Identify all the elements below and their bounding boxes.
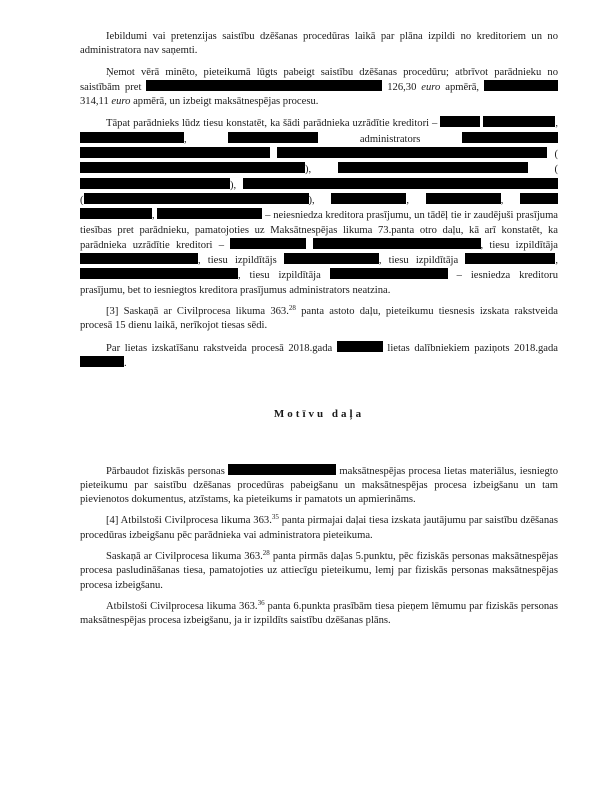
redaction — [80, 147, 270, 158]
redaction — [426, 193, 501, 204]
redaction — [228, 132, 318, 143]
redaction — [80, 356, 124, 367]
redaction — [284, 253, 379, 264]
redaction — [465, 253, 555, 264]
redaction — [337, 341, 383, 352]
redaction — [84, 193, 309, 204]
redaction — [338, 162, 528, 173]
paragraph-article-35: [4] Atbilstoši Civilprocesa likuma 363.35 panta pirmajai daļai tiesa izskata jautājumu par saistību dzēšanas procedūras izbeigšanu pēc parādnieka vai administratora pieteikuma. — [80, 513, 558, 541]
redaction — [277, 147, 547, 158]
paragraph-article-36: Atbilstoši Civilprocesa likuma 363.36 panta 6.punkta prasībām tiesa pieņem lēmumu par fiziskās personas maksātnespējas procesa izbeigšanu, ja ir izpildīts saistību dzēšanas plāns. — [80, 598, 558, 627]
paragraph-notification: Par lietas izskatīšanu rakstveida procesā 2018.gada lietas dalībniekiem paziņots 2018.gada . — [80, 341, 558, 372]
redaction — [243, 178, 558, 189]
redaction — [331, 193, 406, 204]
redaction — [80, 178, 230, 189]
redaction — [157, 208, 262, 219]
redaction — [146, 80, 382, 91]
redaction — [80, 132, 184, 143]
redaction — [228, 464, 336, 475]
redaction — [313, 238, 481, 249]
section-heading: Motīvu daļa — [273, 408, 365, 421]
paragraph-objections: Iebildumi vai pretenzijas saistību dzēšanas procedūras laikā par plāna izpildi no kreditoriem un no administratora nav saņemti. — [80, 31, 558, 57]
redaction — [80, 268, 238, 279]
redaction — [330, 268, 448, 279]
paragraph-request: Ņemot vērā minēto, pieteikumā lūgts pabeigt saistību dzēšanas procedūru; atbrīvot parādnieku no saistībām pret 126,30 euro apmērā, 314,11 euro apmērā, un izbeigt maksātnespējas procesu. — [80, 66, 558, 108]
redaction — [520, 193, 558, 204]
redaction — [440, 116, 480, 127]
redaction — [80, 162, 305, 173]
redaction — [462, 132, 558, 143]
redaction — [80, 253, 198, 264]
redaction — [484, 80, 558, 91]
redaction — [230, 238, 306, 249]
paragraph-creditors: Tāpat parādnieks lūdz tiesu konstatēt, ka šādi parādnieka uzrādītie kreditori – , , administrators (), (), ( ), , , , – neiesniedza kreditora prasījumu, un tādēļ tie ir zaudējuši prasījuma tiesības pret parādnieku, pamatojoties uz Maksātnespējas likuma 73.panta otro daļu, kā arī konstatēt, ka parādnieka uzrādītie kreditori – , tiesu izpildītāja , tiesu izpildītājs , tiesu izpildītāja , , tiesu izpildītāja – iesniedza kreditoru prasījumu, bet to iesniegtos kreditora prasījumus administrators neatzina. — [80, 118, 559, 296]
document-body — [80, 30, 558, 636]
redaction — [80, 208, 152, 219]
paragraph-written-procedure: [3] Saskaņā ar Civilprocesa likuma 363.28 panta astoto daļu, pieteikumu tiesnesis izskata rakstveida procesā 15 dienu laikā, nerīkojot tiesas sēdi. — [80, 304, 559, 332]
paragraph-review: Pārbaudot fiziskās personas maksātnespējas procesa lietas materiālus, iesniegto pieteikumu par saistību dzēšanas procedūras pabeigšanu un maksātnespējas procesa izbeigšanu un tam pievienotos dokumentus, atzīstams, ka pieteikums ir pamatots un apmierināms. — [80, 465, 559, 506]
redaction — [483, 116, 555, 127]
paragraph-article-28: Saskaņā ar Civilprocesa likuma 363.28 panta pirmās daļas 5.punktu, pēc fiziskās personas maksātnespējas procesa pasludināšanas tiesa, pamatojoties uz attiecīgu pieteikumu, lemj par fiziskās personas maksātnespējas procesa izbeigšanu. — [80, 549, 559, 591]
